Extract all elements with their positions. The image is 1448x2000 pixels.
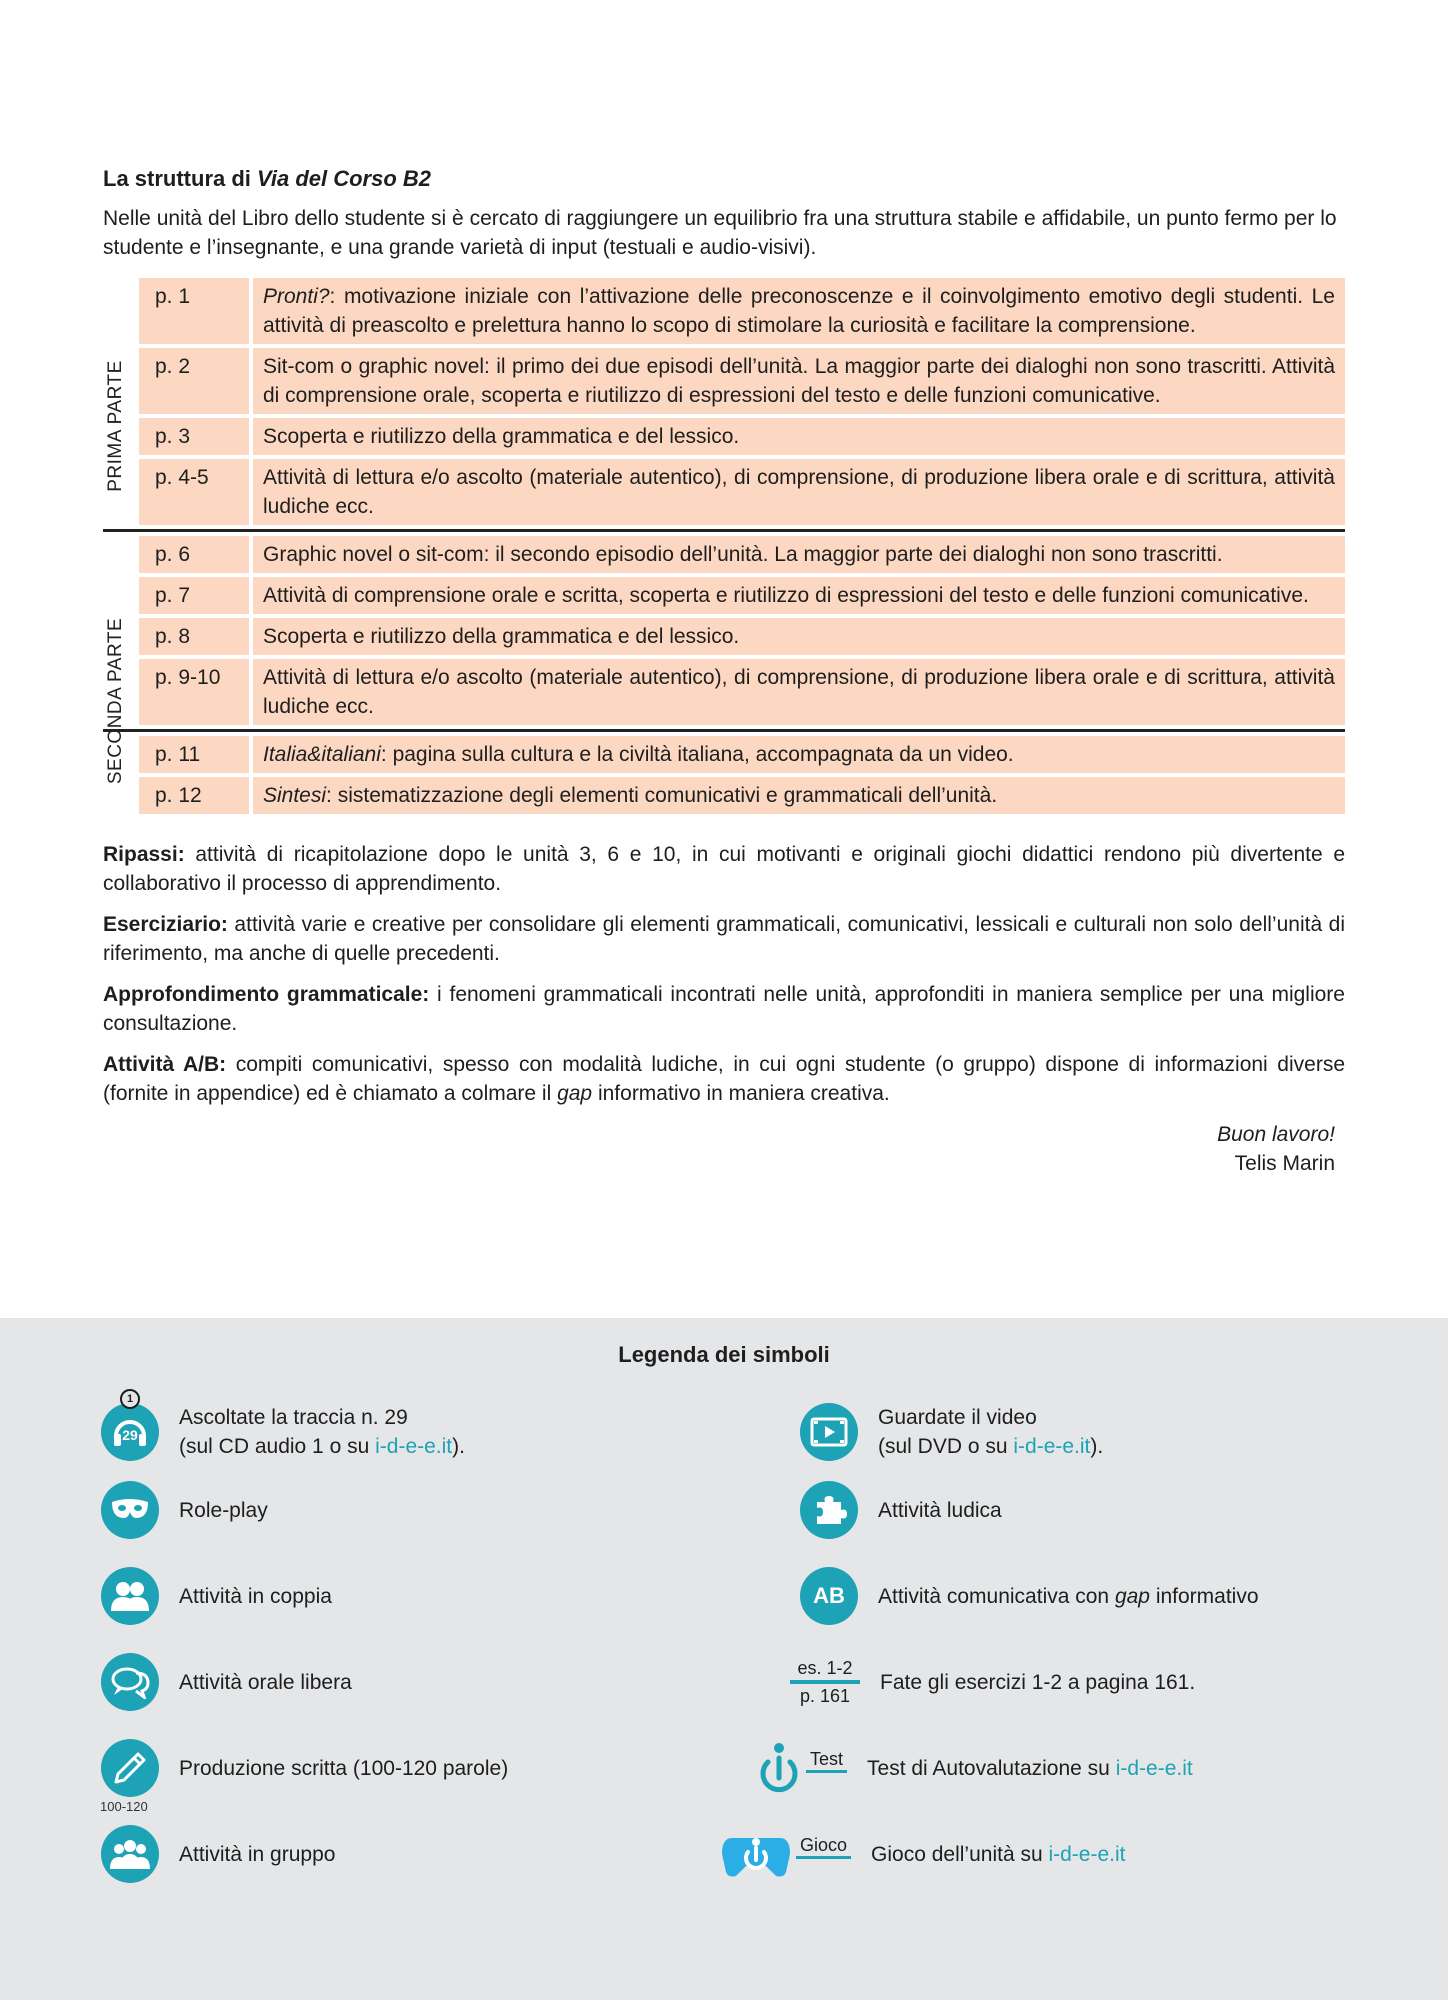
attivita-ab-paragraph: Attività A/B: compiti comunicativi, spesso con modalità ludiche, in cui ogni studente (o gruppo) dispone di informazioni diverse (fornite in appendice) ed è chiamato a colmare il gap informativo in maniera creativa. bbox=[103, 1053, 1345, 1105]
page-description: Sit-com o graphic novel: il primo dei due episodi dell’unità. La maggior parte dei dialoghi non sono trascritti. Attività di comprensione orale, scoperta e riutilizzo di espressioni del testo e delle funzioni comunicative. bbox=[253, 348, 1345, 414]
gioco-tag: Gioco bbox=[796, 1835, 851, 1859]
video-link[interactable]: i-d-e-e.it bbox=[1013, 1435, 1091, 1458]
word-count-label: 100-120 bbox=[100, 1799, 148, 1814]
page-ref: p. 6 bbox=[139, 536, 249, 573]
first-part-label: PRIMA PARTE bbox=[105, 360, 126, 492]
speech-bubbles-icon bbox=[101, 1653, 159, 1711]
legend-item-scritta: Produzione scritta (100-120 parole) bbox=[101, 1738, 508, 1798]
table-row bbox=[139, 659, 1345, 725]
track-number: 29 bbox=[122, 1427, 138, 1443]
legend-item-esercizi: es. 1-2 p. 161 Fate gli esercizi 1-2 a pagina 161. bbox=[790, 1652, 1195, 1712]
page-description: Scoperta e riutilizzo della grammatica e del lessico. bbox=[253, 418, 1345, 455]
gioco-link[interactable]: i-d-e-e.it bbox=[1048, 1842, 1126, 1866]
exercise-reference-icon: es. 1-2 p. 161 bbox=[790, 1657, 860, 1707]
headphones-icon bbox=[101, 1393, 159, 1461]
legend-item-coppia: Attività in coppia bbox=[101, 1566, 332, 1626]
page-description: Pronti?: motivazione iniziale con l’attivazione delle preconoscenze e il coinvolgimento emotivo degli studenti. Le attività di preascolto e prelettura hanno lo scopo di stimolare la curiosità e facilitare la comprensione. bbox=[253, 278, 1345, 344]
table-row bbox=[139, 618, 1345, 655]
page-ref: p. 9-10 bbox=[139, 659, 249, 725]
page-description: Scoperta e riutilizzo della grammatica e del lessico. bbox=[253, 618, 1345, 655]
page-ref: p. 8 bbox=[139, 618, 249, 655]
section-heading bbox=[103, 166, 1345, 192]
pair-icon bbox=[101, 1567, 159, 1625]
signature bbox=[103, 1120, 1345, 1178]
page-ref: p. 1 bbox=[139, 278, 249, 344]
page-description: Graphic novel o sit-com: il secondo episodio dell’unità. La maggior parte dei dialoghi non sono trascritti. bbox=[253, 536, 1345, 573]
intro-paragraph: Nelle unità del Libro dello studente si è cercato di raggiungere un equilibrio fra una struttura stabile e affidabile, un punto fermo per lo studente e l’insegnante, e una grande varietà di input (testuali e audio-visivi). bbox=[103, 207, 1337, 259]
signature-greeting: Buon lavoro! bbox=[1217, 1123, 1335, 1146]
legend-item-orale: Attività orale libera bbox=[101, 1652, 352, 1712]
legend-item-ab: AB Attività comunicativa con gap informativo bbox=[800, 1566, 1259, 1626]
table-row bbox=[139, 777, 1345, 814]
table-row bbox=[139, 736, 1345, 773]
page-description: Italia&italiani: pagina sulla cultura e la civiltà italiana, accompagnata da un video. bbox=[253, 736, 1345, 773]
page-ref: p. 2 bbox=[139, 348, 249, 414]
section-divider bbox=[103, 529, 1345, 532]
legend-item-roleplay: Role-play bbox=[101, 1480, 268, 1540]
page-ref: p. 12 bbox=[139, 777, 249, 814]
second-part-label: SECONDA PARTE bbox=[105, 617, 127, 785]
table-row bbox=[139, 278, 1345, 344]
page-ref: p. 3 bbox=[139, 418, 249, 455]
main-content bbox=[103, 166, 1345, 1178]
table-row bbox=[139, 536, 1345, 573]
section-divider bbox=[103, 729, 1345, 732]
book-title: Via del Corso B2 bbox=[257, 166, 432, 191]
eserciziario-paragraph: Eserciziario: attività varie e creative per consolidare gli elementi grammaticali, comunicativi, lessicali e culturali non solo dell’unità di riferimento, ma anche di quelle precedenti. bbox=[103, 913, 1345, 965]
heading-prefix: La struttura di bbox=[103, 166, 258, 191]
ab-icon: AB bbox=[800, 1567, 858, 1625]
cd-number: 1 bbox=[120, 1389, 140, 1409]
approfondimento-paragraph: Approfondimento grammaticale: i fenomeni grammaticali incontrati nelle unità, approfonditi in maniera semplice per una migliore consultazione. bbox=[103, 983, 1345, 1035]
table-row bbox=[139, 577, 1345, 614]
group-icon bbox=[101, 1825, 159, 1883]
page-description: Sintesi: sistematizzazione degli elementi comunicativi e grammaticali dell’unità. bbox=[253, 777, 1345, 814]
puzzle-icon bbox=[800, 1481, 858, 1539]
legend-item-test: Test Test di Autovalutazione su i-d-e-e.it bbox=[756, 1738, 1193, 1798]
pencil-icon bbox=[101, 1739, 159, 1797]
test-link[interactable]: i-d-e-e.it bbox=[1115, 1756, 1193, 1780]
legend-item-gruppo: Attività in gruppo bbox=[101, 1824, 335, 1884]
video-icon bbox=[800, 1403, 858, 1461]
structure-table bbox=[103, 278, 1345, 814]
table-row bbox=[139, 418, 1345, 455]
page-description: Attività di lettura e/o ascolto (materiale autentico), di comprensione, di produzione libera orale e di scrittura, attività ludiche ecc. bbox=[253, 659, 1345, 725]
power-icon bbox=[756, 1740, 802, 1796]
page-description: Attività di comprensione orale e scritta, scoperta e riutilizzo di espressioni del testo e delle funzioni comunicative. bbox=[253, 577, 1345, 614]
page-description: Attività di lettura e/o ascolto (materiale autentico), di comprensione, di produzione libera orale e di scrittura, attività ludiche ecc. bbox=[253, 459, 1345, 525]
gamepad-icon bbox=[720, 1828, 792, 1880]
table-row bbox=[139, 459, 1345, 525]
page-ref: p. 4-5 bbox=[139, 459, 249, 525]
signature-author: Telis Marin bbox=[1234, 1152, 1335, 1175]
legend-item-audio: 29 1 Ascoltate la traccia n. 29 (sul CD audio 1 o su i-d-e-e.it). bbox=[101, 1392, 465, 1472]
legend-item-ludica: Attività ludica bbox=[800, 1480, 1002, 1540]
table-row bbox=[139, 348, 1345, 414]
page-ref: p. 11 bbox=[139, 736, 249, 773]
legend-item-video: Guardate il video (sul DVD o su i-d-e-e.it). bbox=[800, 1392, 1103, 1472]
legend-title: Legenda dei simboli bbox=[618, 1342, 830, 1367]
page-ref: p. 7 bbox=[139, 577, 249, 614]
audio-link[interactable]: i-d-e-e.it bbox=[375, 1435, 453, 1458]
test-tag: Test bbox=[806, 1749, 847, 1773]
symbol-legend bbox=[0, 1318, 1448, 2000]
legend-item-gioco: Gioco Gioco dell’unità su i-d-e-e.it bbox=[720, 1824, 1126, 1884]
mask-icon bbox=[101, 1481, 159, 1539]
ripassi-paragraph: Ripassi: attività di ricapitolazione dopo le unità 3, 6 e 10, in cui motivanti e originali giochi didattici rendono più divertente e collaborativo il processo di apprendimento. bbox=[103, 843, 1345, 895]
